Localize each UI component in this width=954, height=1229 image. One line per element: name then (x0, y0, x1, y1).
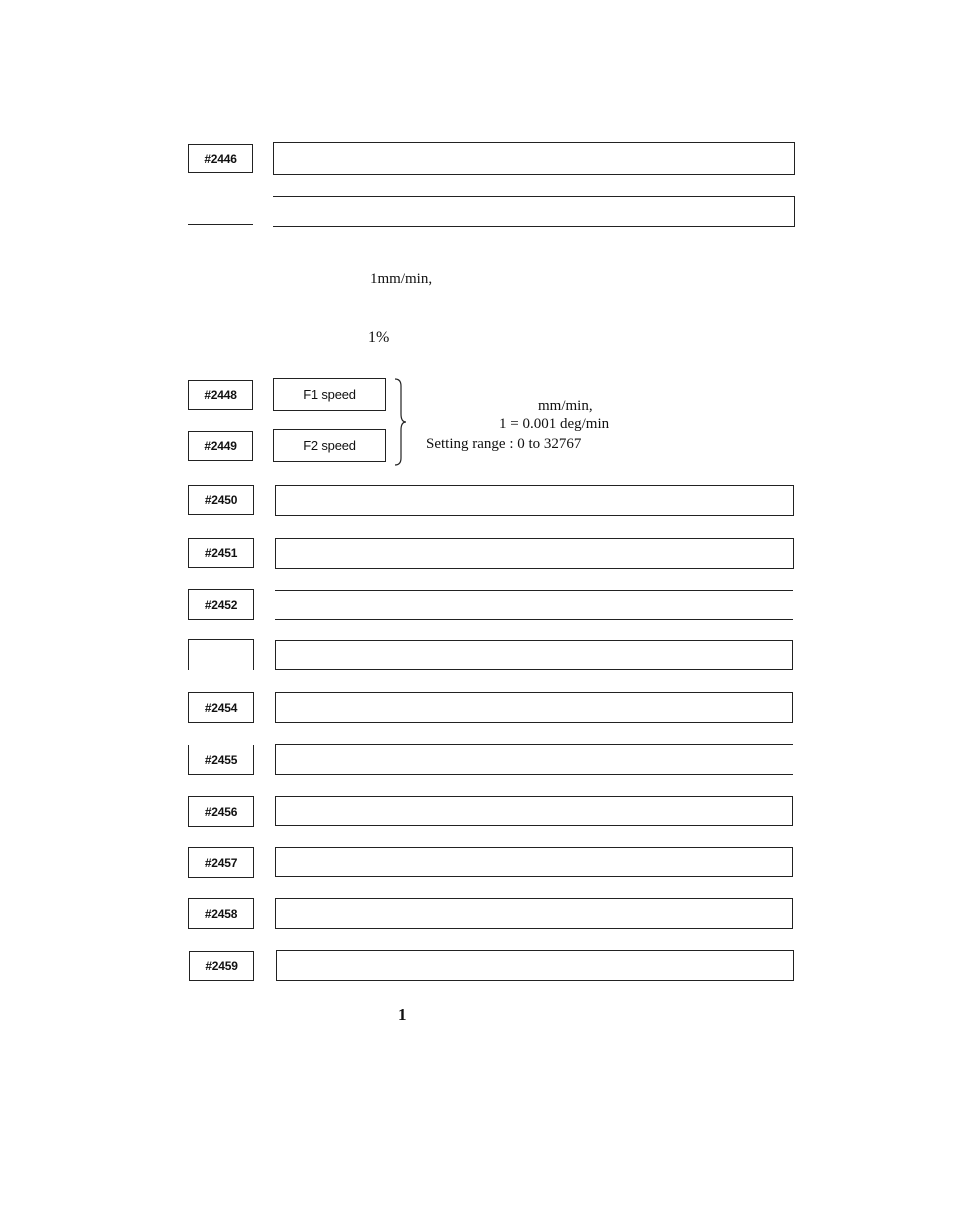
param-2459-field (276, 950, 794, 981)
fspeed-range-note: Setting range : 0 to 32767 (426, 436, 582, 452)
param-2447-label-underline (188, 224, 253, 225)
param-2446-field (273, 142, 795, 175)
param-2450-label: #2450 (188, 485, 254, 515)
right-brace (393, 378, 409, 466)
param-2456-label: #2456 (188, 796, 254, 827)
param-2453-field (275, 640, 793, 670)
param-2446-label: #2446 (188, 144, 253, 173)
param-2458-field (275, 898, 793, 929)
page-marker: 1 (398, 1005, 407, 1024)
unit-note-percent: 1% (368, 329, 390, 346)
param-2458-label: #2458 (188, 898, 254, 929)
param-2459-label: #2459 (189, 951, 254, 981)
param-2452-field (275, 590, 793, 620)
param-2452-label: #2452 (188, 589, 254, 620)
param-2449-field: F2 speed (273, 429, 386, 462)
unit-note-mm: 1mm/min, (370, 271, 433, 287)
param-2451-field (275, 538, 794, 569)
param-2453-label (188, 639, 254, 670)
fspeed-unit-note: mm/min, (538, 398, 593, 414)
param-2457-label: #2457 (188, 847, 254, 878)
param-2457-field (275, 847, 793, 877)
fspeed-deg-note: 1 = 0.001 deg/min (499, 416, 610, 432)
param-2449-label: #2449 (188, 431, 253, 461)
param-2455-label: #2455 (188, 745, 254, 775)
param-2456-field (275, 796, 793, 826)
param-2454-label: #2454 (188, 692, 254, 723)
param-2448-field: F1 speed (273, 378, 386, 411)
param-2448-label: #2448 (188, 380, 253, 410)
param-2455-field (275, 744, 793, 775)
param-2454-field (275, 692, 793, 723)
param-2451-label: #2451 (188, 538, 254, 568)
param-2450-field (275, 485, 794, 516)
param-2447-field (273, 196, 795, 227)
